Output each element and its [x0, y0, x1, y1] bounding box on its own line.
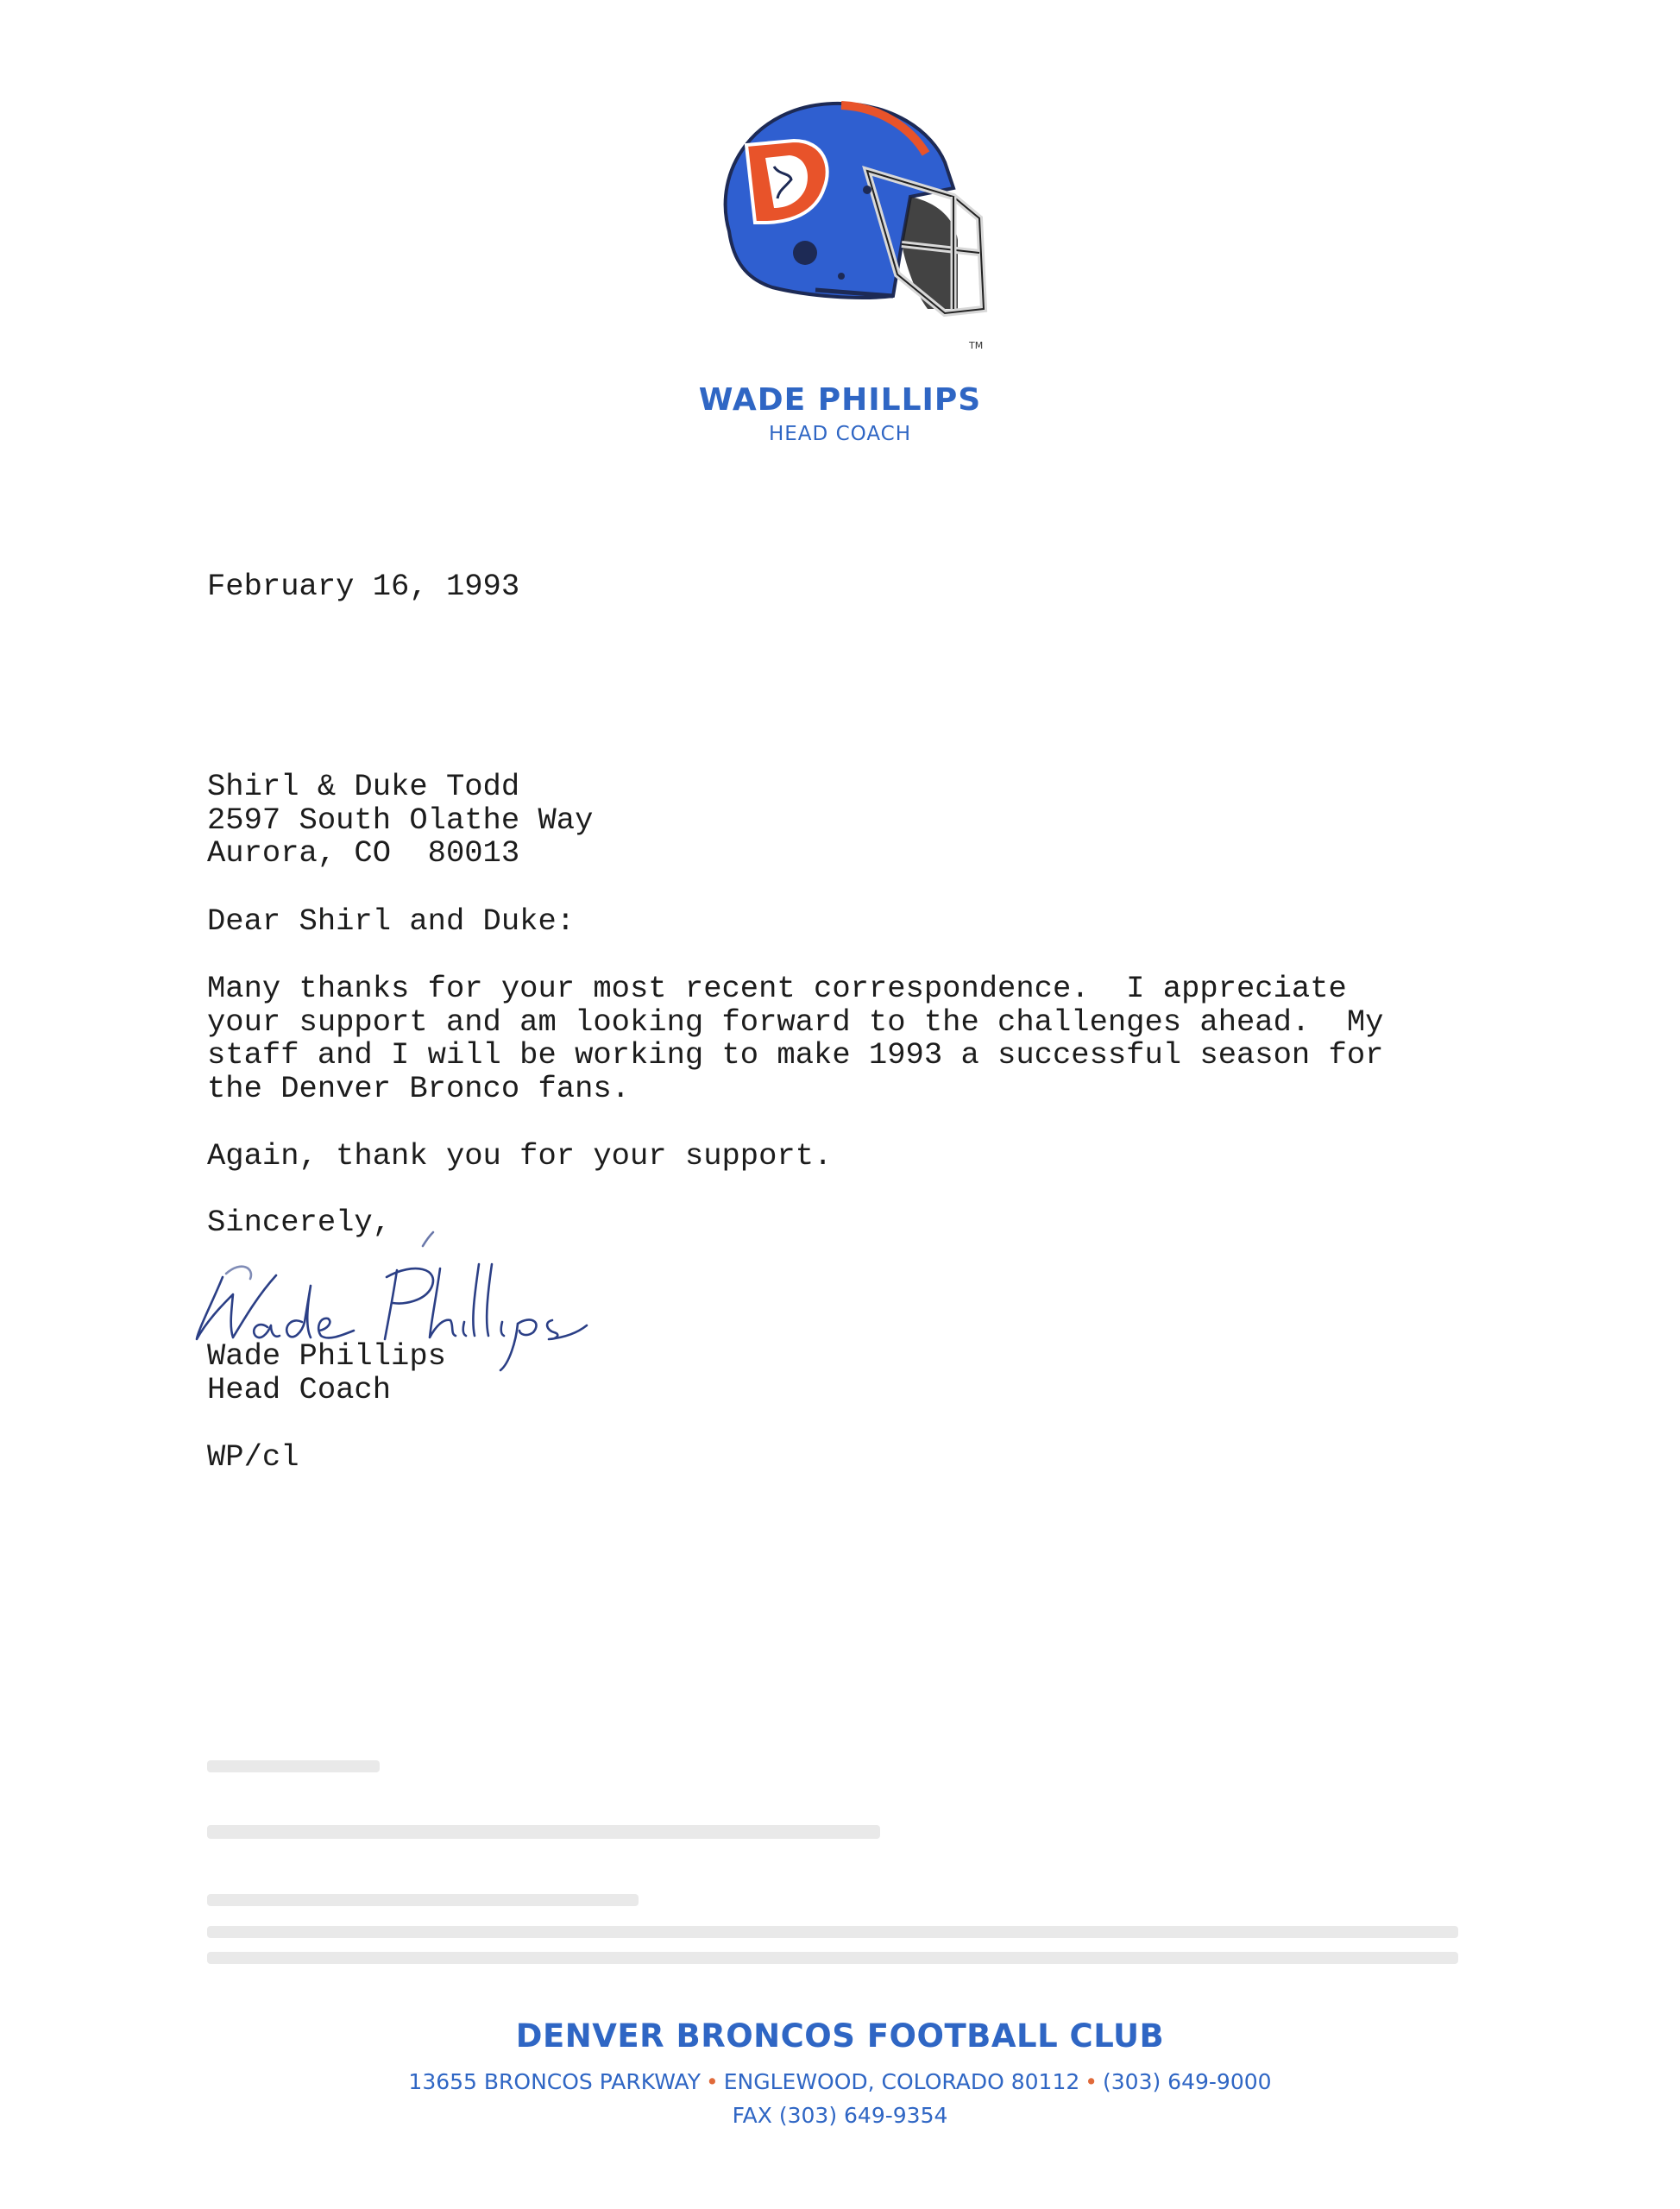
salutation: Dear Shirl and Duke: — [207, 903, 576, 939]
body-line: staff and I will be working to make 1993 a successful season for — [207, 1037, 1384, 1073]
second-paragraph: Again, thank you for your support. — [207, 1138, 833, 1174]
recipient-line: Shirl & Duke Todd — [207, 769, 520, 804]
footer-street: 13655 BRONCOS PARKWAY — [408, 2069, 701, 2094]
recipient-line: 2597 South Olathe Way — [207, 802, 594, 838]
body-line: Many thanks for your most recent correspondence. I appreciate — [207, 971, 1347, 1006]
body-line: your support and am looking forward to the challenges ahead. My — [207, 1004, 1384, 1040]
letterhead-name: WADE PHILLIPS — [698, 382, 982, 418]
separator-dot: • — [705, 2069, 719, 2094]
separator-dot: • — [1085, 2069, 1098, 2094]
signer-block — [207, 1340, 446, 1407]
letterhead-title: HEAD COACH — [768, 423, 912, 445]
footer-address — [0, 2069, 1680, 2094]
reference-initials: WP/cl — [207, 1439, 299, 1475]
signer-title: Head Coach — [207, 1371, 392, 1407]
letter-date: February 16, 1993 — [207, 569, 520, 604]
broncos-helmet-icon — [695, 93, 997, 361]
signer-name: Wade Phillips — [207, 1338, 446, 1374]
footer-city: ENGLEWOOD, COLORADO 80112 — [723, 2069, 1080, 2094]
recipient-address — [207, 771, 593, 871]
footer-phone: (303) 649-9000 — [1103, 2069, 1272, 2094]
body-paragraph — [207, 972, 1383, 1105]
footer-fax: FAX (303) 649-9354 — [732, 2103, 948, 2128]
trademark-mark: TM — [969, 340, 984, 351]
closing: Sincerely, — [207, 1205, 392, 1240]
recipient-line: Aurora, CO 80013 — [207, 835, 520, 871]
body-line: the Denver Bronco fans. — [207, 1070, 630, 1106]
footer-organization: DENVER BRONCOS FOOTBALL CLUB — [515, 2017, 1165, 2055]
